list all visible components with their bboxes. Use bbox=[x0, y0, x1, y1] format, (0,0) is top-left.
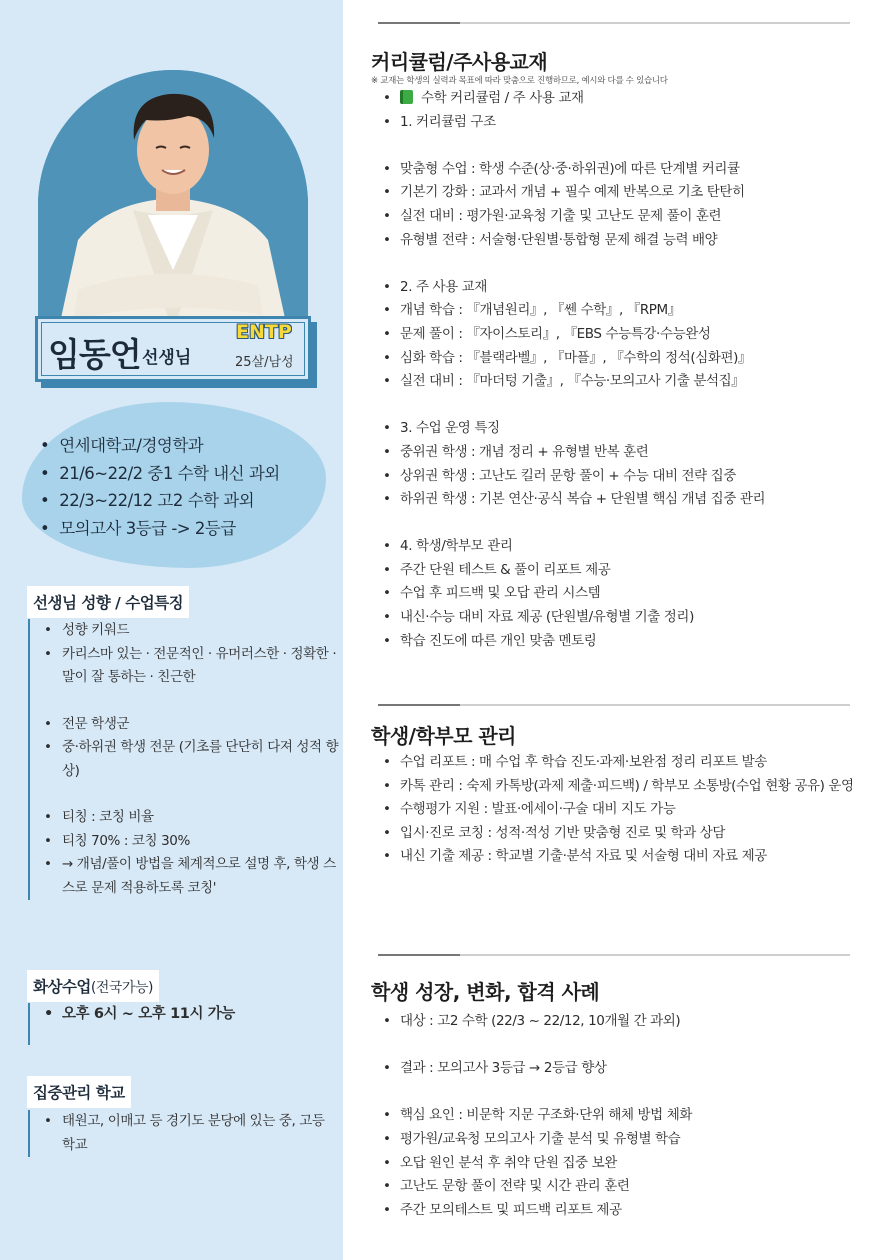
teacher-suffix: 선생님 bbox=[142, 348, 192, 368]
management-list bbox=[383, 751, 854, 869]
cases-list bbox=[383, 1010, 692, 1222]
online-title-note: (전국가능) bbox=[90, 980, 153, 996]
list-item: • 내신 기출 제공 : 학교별 기출·분석 자료 및 서술형 대비 자료 제공 bbox=[383, 845, 854, 869]
list-item: • 하위권 학생 : 기본 연산·공식 복습 + 단원별 핵심 개념 집중 관리 bbox=[383, 488, 765, 512]
profile-sidebar bbox=[0, 0, 343, 1260]
list-item: • 개념 학습 : 『개념원리』, 『쎈 수학』, 『RPM』 bbox=[383, 299, 765, 323]
curriculum-list bbox=[383, 87, 765, 653]
list-item: • → 개념/풀이 방법을 체계적으로 설명 후, 학생 스스로 문제 적용하도록 코칭' bbox=[44, 853, 346, 900]
list-item: • 수학 커리큘럼 / 주 사용 교재 bbox=[383, 87, 765, 111]
education-list bbox=[40, 432, 280, 542]
list-item: • 카톡 관리 : 숙제 카톡방(과제 제출·피드백) / 학부모 소통방(수업 현황 공유) 운영 bbox=[383, 775, 854, 799]
list-item: • 모의고사 3등급 -> 2등급 bbox=[40, 515, 280, 543]
school-section-body bbox=[28, 1110, 328, 1157]
list-item: • 심화 학습 : 『블랙라벨』, 『마플』, 『수학의 정석(심화편)』 bbox=[383, 347, 765, 371]
mbti-badge: ENTP bbox=[236, 321, 292, 343]
online-section-body bbox=[28, 1003, 328, 1045]
list-item: • 상위권 학생 : 고난도 킬러 문항 풀이 + 수능 대비 전략 집중 bbox=[383, 465, 765, 489]
list-item: • 학습 진도에 따른 개인 맞춤 멘토링 bbox=[383, 630, 765, 654]
list-item: • 수행평가 지원 : 발표·에세이·구술 대비 지도 가능 bbox=[383, 798, 854, 822]
green-book-icon bbox=[400, 90, 413, 104]
style-section-body bbox=[28, 619, 346, 900]
divider bbox=[378, 22, 850, 24]
list-item: • 1. 커리큘럼 구조 bbox=[383, 111, 765, 135]
list-item: • 성향 키워드 bbox=[44, 619, 346, 643]
curriculum-title: 커리큘럼/주사용교재 bbox=[371, 50, 548, 74]
list-item: • 평가원/교육청 모의고사 기출 분석 및 유형별 학습 bbox=[383, 1128, 692, 1152]
list-item: • 실전 대비 : 『마더텅 기출』, 『수능·모의고사 기출 분석집』 bbox=[383, 370, 765, 394]
list-item: • 고난도 문항 풀이 전략 및 시간 관리 훈련 bbox=[383, 1175, 692, 1199]
list-item: • 전문 학생군 bbox=[44, 713, 346, 737]
list-item: • 오후 6시 ~ 오후 11시 가능 bbox=[44, 1003, 328, 1027]
list-item: • 연세대학교/경영학과 bbox=[40, 432, 280, 460]
online-section-title: 화상수업(전국가능) bbox=[27, 970, 159, 1002]
list-item: • 내신·수능 대비 자료 제공 (단원별/유형별 기출 정리) bbox=[383, 606, 765, 630]
list-item: • 22/3~22/12 고2 수학 과외 bbox=[40, 487, 280, 515]
list-item: • 입시·진로 코칭 : 성적·적성 기반 맞춤형 진로 및 학과 상담 bbox=[383, 822, 854, 846]
list-item: • 실전 대비 : 평가원·교육청 기출 및 고난도 문제 풀이 훈련 bbox=[383, 205, 765, 229]
list-item: • 3. 수업 운영 특징 bbox=[383, 417, 765, 441]
list-item: • 수업 리포트 : 매 수업 후 학습 진도·과제·보완점 정리 리포트 발송 bbox=[383, 751, 854, 775]
list-item: • 핵심 요인 : 비문학 지문 구조화·단위 해체 방법 체화 bbox=[383, 1104, 692, 1128]
list-item: • 중위권 학생 : 개념 정리 + 유형별 반복 훈련 bbox=[383, 441, 765, 465]
divider bbox=[378, 954, 850, 956]
list-item: • 주간 단원 테스트 & 풀이 리포트 제공 bbox=[383, 559, 765, 583]
education-bubble bbox=[22, 402, 326, 568]
portrait-frame bbox=[38, 70, 308, 332]
list-item: • 결과 : 모의고사 3등급 → 2등급 향상 bbox=[383, 1057, 692, 1081]
management-title: 학생/학부모 관리 bbox=[371, 724, 517, 748]
list-item: • 2. 주 사용 교재 bbox=[383, 276, 765, 300]
list-item: • 중·하위권 학생 전문 (기초를 단단히 다져 성적 향상) bbox=[44, 736, 346, 783]
list-item: • 4. 학생/학부모 관리 bbox=[383, 535, 765, 559]
list-item: • 대상 : 고2 수학 (22/3 ~ 22/12, 10개월 간 과외) bbox=[383, 1010, 692, 1034]
teacher-portrait bbox=[38, 70, 308, 332]
list-item: • 오답 원인 분석 후 취약 단원 집중 보완 bbox=[383, 1152, 692, 1176]
curriculum-note: ※ 교재는 학생의 실력과 목표에 따라 맞춤으로 진행하므로, 예시와 다를 수 있습니다 bbox=[371, 76, 668, 86]
list-item: • 주간 모의테스트 및 피드백 리포트 제공 bbox=[383, 1199, 692, 1223]
list-item: • 수업 후 피드백 및 오답 관리 시스템 bbox=[383, 582, 765, 606]
divider bbox=[378, 704, 850, 706]
list-item: • 티칭 70% : 코칭 30% bbox=[44, 830, 346, 854]
cases-title: 학생 성장, 변화, 합격 사례 bbox=[371, 980, 600, 1004]
list-item: • 유형별 전략 : 서술형·단원별·통합형 문제 해결 능력 배양 bbox=[383, 229, 765, 253]
list-item: • 티칭 : 코칭 비율 bbox=[44, 806, 346, 830]
teacher-name: 임동언 bbox=[48, 335, 141, 374]
list-item: • 카리스마 있는 · 전문적인 · 유머러스한 · 정확한 · 말이 잘 통하는 · 친근한 bbox=[44, 643, 346, 690]
list-item: • 태원고, 이매고 등 경기도 분당에 있는 중, 고등학교 bbox=[44, 1110, 328, 1157]
school-section-title: 집중관리 학교 bbox=[27, 1076, 131, 1108]
list-item: • 문제 풀이 : 『자이스토리』, 『EBS 수능특강·수능완성 bbox=[383, 323, 765, 347]
style-section-title: 선생님 성향 / 수업특징 bbox=[27, 586, 189, 618]
name-card bbox=[35, 316, 311, 382]
list-item: • 21/6~22/2 중1 수학 내신 과외 bbox=[40, 460, 280, 488]
list-item: • 기본기 강화 : 교과서 개념 + 필수 예제 반복으로 기초 탄탄히 bbox=[383, 181, 765, 205]
age-gender: 25살/남성 bbox=[235, 355, 294, 370]
list-item: • 맞춤형 수업 : 학생 수준(상·중·하위권)에 따른 단계별 커리큘 bbox=[383, 158, 765, 182]
